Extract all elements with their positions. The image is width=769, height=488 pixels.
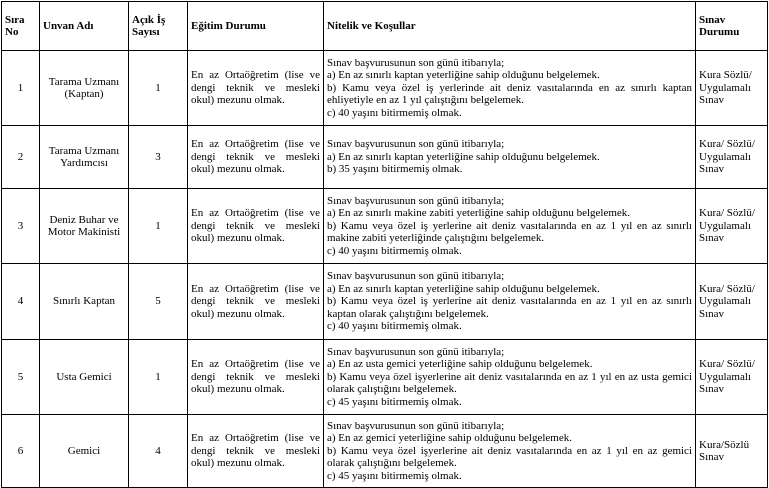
header-qualifications: Nitelik ve Koşullar [324, 2, 696, 51]
table-row [2, 415, 768, 488]
table-row [2, 264, 768, 340]
row-title: Tarama Uzmanı Yardımcısı [40, 126, 129, 189]
row-exam: Kura/ Sözlü/ Uygulamalı Sınav [696, 264, 768, 340]
table-row [2, 340, 768, 415]
row-exam: Kura Sözlü/ Uygulamalı Sınav [696, 51, 768, 126]
header-no: Sıra No [2, 2, 40, 51]
positions-table [1, 1, 768, 488]
qualification-line: b) Kamu veya özel iş yerlerinde ait deniz vasıtalarında en az sınırlı kaptan ehliyetiyle en az 1 yıl çalıştığını belgelemek. [327, 81, 692, 107]
qualification-line: c) 40 yaşını bitirmemiş olmak. [327, 106, 462, 119]
row-qualifications [324, 51, 696, 126]
qualification-line: Sınav başvurusunun son günü itibarıyla; [327, 56, 505, 69]
qualification-line: a) En az sınırlı makine zabiti yeterliğine sahip olduğunu belgelemek. [327, 207, 631, 220]
qualification-line: b) Kamu veya özel işyerlerine ait deniz vasıtalarında en az 1 yıl en az gemici olarak çalıştığını belgelemek. [327, 444, 692, 470]
qualification-line: Sınav başvurusunun son günü itibarıyla; [327, 138, 505, 151]
qualification-line: b) Kamu veya özel iş yerlerine ait deniz vasıtalarında en az 1 yıl en az sınırlı kaptan olarak çalıştığını belgelemek. [327, 295, 692, 320]
qualification-line: c) 45 yaşını bitirmemiş olmak. [327, 469, 462, 482]
row-no: 2 [2, 126, 40, 189]
row-qualifications [324, 264, 696, 340]
row-education: En az Ortaöğretim (lise ve dengi teknik ve mesleki okul) mezunu olmak. [188, 264, 324, 340]
row-education: En az Ortaöğretim (lise ve dengi teknik ve mesleki okul) mezunu olmak. [188, 189, 324, 264]
row-title: Deniz Buhar ve Motor Makinisti [40, 189, 129, 264]
header-row [2, 2, 768, 51]
qualification-line: a) En az sınırlı kaptan yeterliğine sahip olduğunu belgelemek. [327, 69, 600, 82]
qualification-line: Sınav başvurusunun son günü itibarıyla; [327, 270, 505, 283]
row-education: En az Ortaöğretim (lise ve dengi teknik ve mesleki okul) mezunu olmak. [188, 340, 324, 415]
row-education: En az Ortaöğretim (lise ve dengi teknik ve mesleki okul) mezunu olmak. [188, 51, 324, 126]
row-title: Usta Gemici [40, 340, 129, 415]
qualification-line: a) En az usta gemici yeterliğine sahip olduğunu belgelemek. [327, 358, 593, 371]
row-qualifications [324, 340, 696, 415]
row-exam: Kura/ Sözlü/ Uygulamalı Sınav [696, 340, 768, 415]
row-count: 1 [129, 340, 188, 415]
row-no: 1 [2, 51, 40, 126]
row-exam: Kura/Sözlü Sınav [696, 415, 768, 488]
row-count: 1 [129, 51, 188, 126]
table-row [2, 126, 768, 189]
qualification-line: c) 40 yaşını bitirmemiş olmak. [327, 320, 462, 333]
row-count: 1 [129, 189, 188, 264]
row-exam: Kura/ Sözlü/ Uygulamalı Sınav [696, 126, 768, 189]
header-education: Eğitim Durumu [188, 2, 324, 51]
header-title: Unvan Adı [40, 2, 129, 51]
table-row [2, 189, 768, 264]
row-qualifications [324, 126, 696, 189]
qualification-line: b) Kamu veya özel iş yerlerine ait deniz vasıtalarında en az 1 yıl en az sınırlı makine zabiti yeterliğinde çalıştığını belgelemek. [327, 219, 692, 245]
row-title: Sınırlı Kaptan [40, 264, 129, 340]
row-no: 4 [2, 264, 40, 340]
qualification-line: b) Kamu veya özel işyerlerine ait deniz vasıtalarında en az 1 yıl en az usta gemici olarak çalıştığını belgelemek. [327, 370, 692, 396]
qualification-line: c) 40 yaşını bitirmemiş olmak. [327, 244, 462, 257]
header-count: Açık İş Sayısı [129, 2, 188, 51]
qualification-line: a) En az sınırlı kaptan yeterliğine sahip olduğunu belgelemek. [327, 282, 600, 295]
header-exam: Sınav Durumu [696, 2, 768, 51]
row-education: En az Ortaöğretim (lise ve dengi teknik ve mesleki okul) mezunu olmak. [188, 415, 324, 488]
table-row [2, 51, 768, 126]
row-education: En az Ortaöğretim (lise ve dengi teknik ve mesleki okul) mezunu olmak. [188, 126, 324, 189]
qualification-line: b) 35 yaşını bitirmemiş olmak. [327, 163, 463, 176]
row-title: Gemici [40, 415, 129, 488]
row-no: 5 [2, 340, 40, 415]
row-no: 6 [2, 415, 40, 488]
qualification-line: a) En az sınırlı kaptan yeterliğine sahip olduğunu belgelemek. [327, 150, 600, 163]
row-exam: Kura/ Sözlü/ Uygulamalı Sınav [696, 189, 768, 264]
qualification-line: Sınav başvurusunun son günü itibarıyla; [327, 194, 505, 207]
row-qualifications [324, 189, 696, 264]
qualification-line: c) 45 yaşını bitirmemiş olmak. [327, 395, 462, 408]
row-count: 3 [129, 126, 188, 189]
row-count: 5 [129, 264, 188, 340]
row-title: Tarama Uzmanı (Kaptan) [40, 51, 129, 126]
row-no: 3 [2, 189, 40, 264]
qualification-line: Sınav başvurusunun son günü itibarıyla; [327, 419, 505, 432]
row-qualifications [324, 415, 696, 488]
qualification-line: Sınav başvurusunun son günü itibarıyla; [327, 345, 505, 358]
qualification-line: a) En az gemici yeterliğine sahip olduğunu belgelemek. [327, 432, 572, 445]
row-count: 4 [129, 415, 188, 488]
